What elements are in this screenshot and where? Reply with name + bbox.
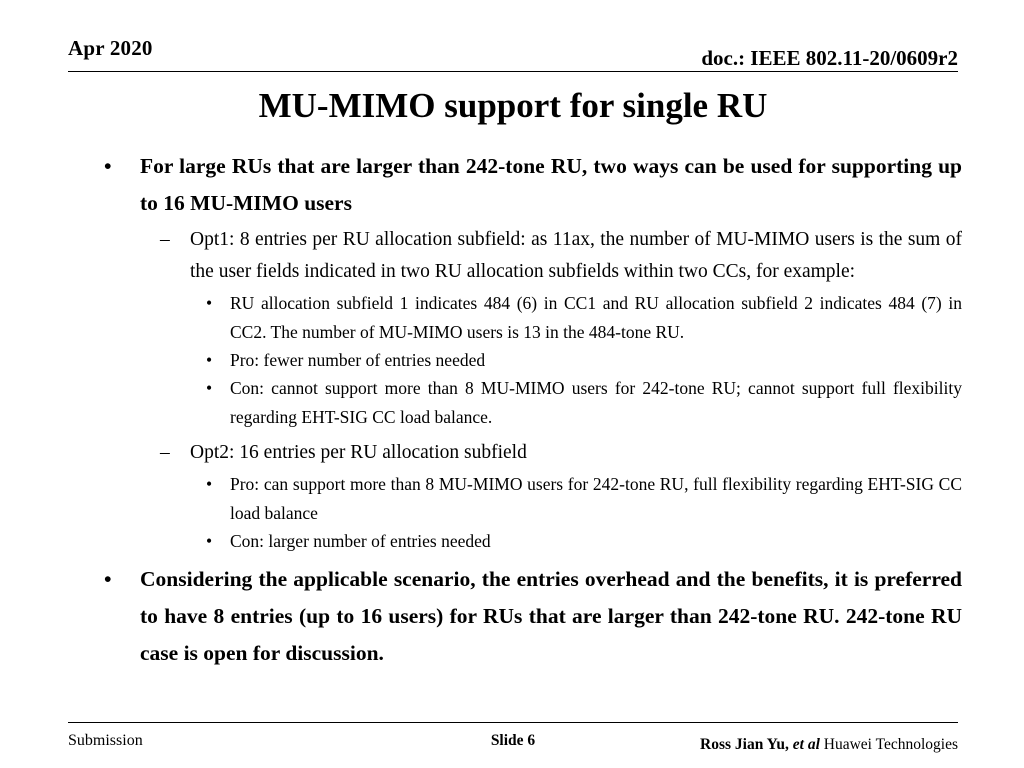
bullet-marker-level1: • bbox=[104, 567, 112, 592]
slide-body bbox=[72, 148, 962, 674]
slide-header bbox=[68, 36, 958, 70]
bullet-level3-item bbox=[72, 374, 962, 431]
bullet-marker-level3: • bbox=[206, 474, 213, 495]
bullet-level2-item bbox=[72, 437, 962, 469]
footer-affiliation: Huawei Technologies bbox=[823, 736, 958, 753]
bullet-marker-level3: • bbox=[206, 378, 213, 399]
bullet-marker-level1: • bbox=[104, 154, 112, 178]
bullet-marker-level2: – bbox=[160, 228, 170, 250]
footer-divider bbox=[68, 722, 958, 723]
bullet-level3-item bbox=[72, 470, 962, 527]
bullet-level3-text: Con: larger number of entries needed bbox=[230, 530, 491, 551]
bullet-level1-text: For large RUs that are larger than 242-tone RU, two ways can be used for supporting up to 16 MU-MIMO users bbox=[140, 154, 962, 215]
bullet-marker-level3: • bbox=[206, 293, 213, 314]
bullet-level3-text: Con: cannot support more than 8 MU-MIMO users for 242-tone RU; cannot support full flexibility regarding EHT-SIG CC load balance. bbox=[230, 378, 962, 427]
footer-author-name: Ross Jian Yu, bbox=[700, 736, 789, 753]
page-title: MU-MIMO support for single RU bbox=[258, 86, 768, 125]
bullet-level1-item bbox=[72, 148, 962, 222]
header-divider bbox=[68, 71, 958, 72]
footer-author bbox=[700, 736, 958, 754]
header-document-number: doc.: IEEE 802.11-20/0609r2 bbox=[701, 46, 958, 70]
bullet-marker-level3: • bbox=[206, 349, 213, 370]
bullet-level3-text: Pro: fewer number of entries needed bbox=[230, 349, 486, 370]
bullet-level2-item bbox=[72, 224, 962, 288]
bullet-level3-item bbox=[72, 289, 962, 346]
bullet-level1-text: Considering the applicable scenario, the entries overhead and the benefits, it is preferred to have 8 entries (up to 16 users) for RUs that are larger than 242-tone RU. 242-tone RU case is open for discussion. bbox=[140, 567, 962, 666]
bullet-level3-text: Pro: can support more than 8 MU-MIMO users for 242-tone RU, full flexibility regarding EHT-SIG CC load balance bbox=[230, 474, 962, 523]
footer-submission-label: Submission bbox=[68, 732, 143, 749]
bullet-level1-item bbox=[72, 561, 962, 672]
slide-footer bbox=[68, 728, 958, 754]
footer-slide-number: Slide 6 bbox=[490, 732, 536, 749]
bullet-level3-item bbox=[72, 527, 962, 555]
bullet-marker-level3: • bbox=[206, 530, 213, 551]
footer-author-etal: et al bbox=[792, 736, 820, 753]
bullet-level3-item bbox=[72, 346, 962, 374]
bullet-level2-text: Opt1: 8 entries per RU allocation subfield: as 11ax, the number of MU-MIMO users is the sum of the user fields indicated in two RU allocation subfields within two CCs, for example: bbox=[190, 228, 962, 283]
bullet-level2-text: Opt2: 16 entries per RU allocation subfield bbox=[190, 442, 527, 463]
header-date: Apr 2020 bbox=[68, 36, 153, 60]
bullet-level3-text: RU allocation subfield 1 indicates 484 (6) in CC1 and RU allocation subfield 2 indicates 484 (7) in CC2. The number of MU-MIMO users is 13 in the 484-tone RU. bbox=[230, 293, 962, 342]
bullet-marker-level2: – bbox=[160, 442, 170, 463]
